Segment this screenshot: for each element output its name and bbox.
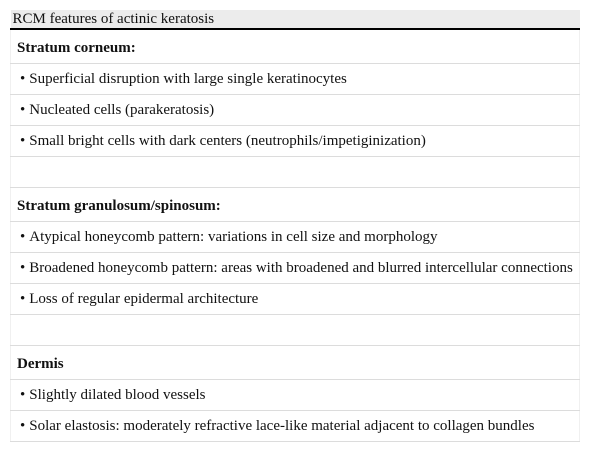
table-row [11,284,580,315]
item-text: Superficial disruption with large single keratinocytes [29,71,347,87]
table-row [11,411,580,442]
bullet-glyph: • [20,102,26,118]
table-row [11,253,580,284]
table-row [11,126,580,157]
list-item [11,284,580,315]
rcm-features-table [10,10,580,442]
table-row [11,380,580,411]
bullet-glyph: • [20,260,26,276]
item-text: Solar elastosis: moderately refractive lace-like material adjacent to collagen bundles [29,418,535,434]
list-item [11,411,580,442]
bullet-glyph: • [20,387,26,403]
list-item [11,95,580,126]
list-item [11,253,580,284]
table-row [11,222,580,253]
empty-cell [11,315,580,346]
table-title-row [11,10,580,29]
bullet-glyph: • [20,71,26,87]
list-item [11,126,580,157]
bullet-glyph: • [20,418,26,434]
section-heading-dermis: Dermis [11,346,580,380]
list-item [11,64,580,95]
item-text: Slightly dilated blood vessels [29,387,206,403]
list-item [11,222,580,253]
section-heading-row [11,29,580,64]
bullet-glyph: • [20,133,26,149]
section-heading-stratum-granulosum-spinosum: Stratum granulosum/spinosum: [11,188,580,222]
bullet-glyph: • [20,229,26,245]
item-text: Nucleated cells (parakeratosis) [29,102,215,118]
list-item [11,380,580,411]
bullet-glyph: • [20,291,26,307]
table-title: RCM features of actinic keratosis [11,10,580,29]
section-heading-row [11,188,580,222]
item-text: Broadened honeycomb pattern: areas with broadened and blurred intercellular connections [29,260,573,276]
item-text: Small bright cells with dark centers (neutrophils/impetiginization) [29,133,426,149]
blank-spacer-row [11,157,580,188]
empty-cell [11,157,580,188]
table-row [11,64,580,95]
table-row [11,95,580,126]
item-text: Atypical honeycomb pattern: variations in cell size and morphology [29,229,438,245]
blank-spacer-row [11,315,580,346]
section-heading-row [11,346,580,380]
item-text: Loss of regular epidermal architecture [29,291,259,307]
section-heading-stratum-corneum: Stratum corneum: [11,29,580,64]
